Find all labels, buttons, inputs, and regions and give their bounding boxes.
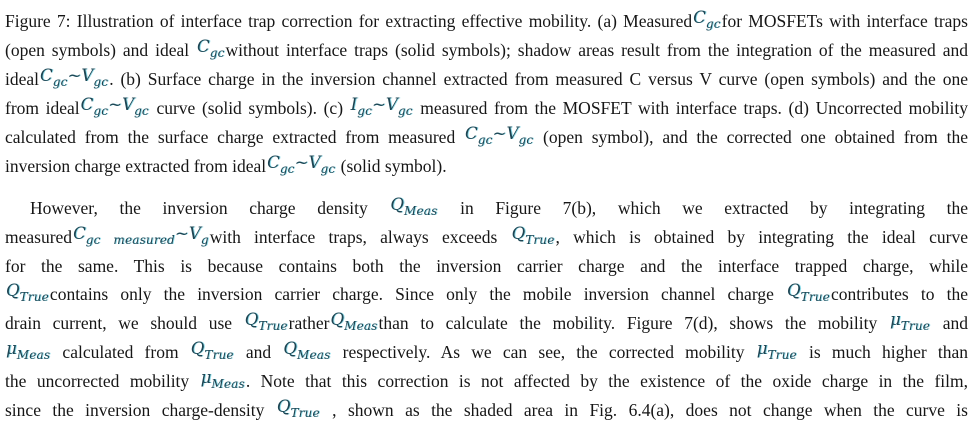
- text-run: contributes to the: [830, 284, 968, 304]
- math-subscript: True: [767, 347, 797, 362]
- text-run: , which is obtained by integrating the ideal curve: [555, 227, 968, 247]
- text-run: , shown as the shaded area in Fig. 6.4(a), does not change when the curve is: [320, 400, 968, 420]
- text-run: with interface traps, always exceeds: [209, 227, 511, 247]
- text-line: [5, 309, 968, 338]
- text-run: . (b) Surface charge in the inversion channel extracted from measured C versus V curve (open symbols) and the one: [109, 69, 968, 89]
- text-line: [5, 36, 968, 65]
- math-symbol: $\mu_{True}$: [756, 339, 797, 362]
- math-symbol: $\mu_{Meas}$: [200, 368, 245, 391]
- math-symbol: $C_{gc}\sim V_{gc}$: [465, 124, 534, 147]
- math-symbol: $Q_{True}$: [190, 339, 234, 362]
- math-subscript: gc: [397, 103, 413, 118]
- math-symbol: $C_{gc}$: [197, 37, 225, 60]
- text-run: for the same. This is because contains both the inversion carrier charge and the interface trapped charge, while: [5, 256, 968, 276]
- body-paragraph: [5, 194, 968, 425]
- text-run: and: [234, 342, 283, 362]
- math-subscript: Meas: [404, 203, 438, 218]
- math-symbol: $C_{gc}\sim V_{gc}$: [267, 153, 336, 176]
- math-subscript: gc: [279, 161, 295, 176]
- math-subscript: Meas: [344, 318, 378, 333]
- math-symbol: $\mu_{True}$: [889, 310, 931, 333]
- math-subscript: gc: [705, 16, 721, 31]
- text-run: from ideal: [5, 98, 80, 118]
- text-run: than to calculate the mobility. Figure 7(d), shows the mobility: [378, 313, 889, 333]
- text-line: [5, 194, 968, 223]
- math-symbol: $Q_{True}$: [511, 224, 555, 247]
- text-line: [5, 152, 968, 181]
- text-run: for MOSFETs with interface traps: [721, 11, 968, 31]
- text-run: contains only the inversion carrier charge. Since only the mobile inversion channel charge: [49, 284, 787, 304]
- math-subscript: gc: [93, 74, 109, 89]
- text-line: [5, 280, 968, 309]
- math-subscript: Meas: [211, 376, 245, 391]
- text-run: is much higher than: [797, 342, 968, 362]
- math-subscript: True: [204, 347, 234, 362]
- math-subscript: g: [200, 232, 209, 247]
- text-run: ideal: [5, 69, 40, 89]
- math-subscript: True: [900, 318, 931, 333]
- text-run: (open symbols) and ideal: [5, 40, 197, 60]
- text-run: and: [931, 313, 968, 333]
- text-run: . Note that this correction is not affected by the existence of the oxide charge in the film,: [245, 371, 968, 391]
- text-run: drain current, we should use: [5, 313, 244, 333]
- math-symbol: $Q_{True}$: [276, 397, 320, 420]
- math-subscript: True: [525, 232, 555, 247]
- text-run: in Figure 7(b), which we extracted by integrating the: [438, 198, 968, 218]
- math-subscript: True: [800, 289, 830, 304]
- text-line: [5, 252, 968, 280]
- text-line: [5, 367, 968, 396]
- text-line: [5, 65, 968, 94]
- math-subscript: gc: [477, 132, 493, 147]
- figure-caption: [5, 7, 968, 181]
- math-symbol: $C_{gc}\sim V_{gc}$: [80, 95, 149, 118]
- text-run: inversion charge extracted from ideal: [5, 156, 267, 176]
- text-run: measured from the MOSFET with interface traps. (d) Uncorrected mobility: [413, 98, 968, 118]
- text-line: [5, 223, 968, 252]
- math-subscript: gc: [93, 103, 109, 118]
- math-symbol: $Q_{True}$: [244, 310, 288, 333]
- math-subscript: gc: [357, 103, 372, 118]
- text-run: calculated from the surface charge extracted from measured: [5, 127, 465, 147]
- text-run: Figure 7: Illustration of interface trap correction for extracting effective mobility. (a) Measured: [5, 11, 693, 31]
- text-run: (open symbol), and the corrected one obtained from the: [534, 127, 968, 147]
- math-subscript: gc: [320, 161, 336, 176]
- text-line: [5, 123, 968, 152]
- math-subscript: gc: [52, 74, 68, 89]
- math-symbol: $Q_{Meas}$: [283, 339, 331, 362]
- math-subscript: gc: [518, 132, 534, 147]
- text-line: [5, 338, 968, 367]
- text-run: without interface traps (solid symbols); shadow areas result from the integration of the measured and: [225, 40, 968, 60]
- math-subscript: Meas: [297, 347, 331, 362]
- math-subscript: gc measured: [85, 232, 175, 247]
- math-symbol: $I_{gc}\sim V_{gc}$: [350, 95, 413, 118]
- math-symbol: $\mu_{Meas}$: [6, 339, 51, 362]
- math-symbol: $Q_{Meas}$: [330, 310, 378, 333]
- math-subscript: gc: [209, 45, 225, 60]
- math-subscript: gc: [134, 103, 149, 118]
- math-symbol: $Q_{True}$: [6, 281, 49, 304]
- math-subscript: True: [19, 289, 49, 304]
- math-symbol: $Q_{True}$: [787, 281, 830, 304]
- math-symbol: $C_{gc}\sim V_{gc}$: [40, 66, 109, 89]
- text-run: measured: [5, 227, 73, 247]
- text-line: [5, 396, 968, 425]
- text-run: curve (solid symbols). (c): [149, 98, 350, 118]
- math-subscript: Meas: [16, 347, 51, 362]
- text-run: the uncorrected mobility: [5, 371, 200, 391]
- math-symbol: $C_{gc measured}\sim V_g$: [73, 224, 209, 247]
- text-run: However, the inversion charge density: [30, 198, 390, 218]
- math-subscript: True: [290, 405, 320, 420]
- text-run: respectively. As we can see, the corrected mobility: [331, 342, 756, 362]
- text-run: rather: [288, 313, 330, 333]
- text-run: since the inversion charge-density: [5, 400, 276, 420]
- text-run: (solid symbol).: [336, 156, 447, 176]
- text-run: calculated from: [51, 342, 190, 362]
- math-symbol: $Q_{Meas}$: [390, 195, 438, 218]
- text-line: [5, 94, 968, 123]
- math-subscript: True: [258, 318, 288, 333]
- text-line: [5, 7, 968, 36]
- math-symbol: $C_{gc}$: [693, 8, 721, 31]
